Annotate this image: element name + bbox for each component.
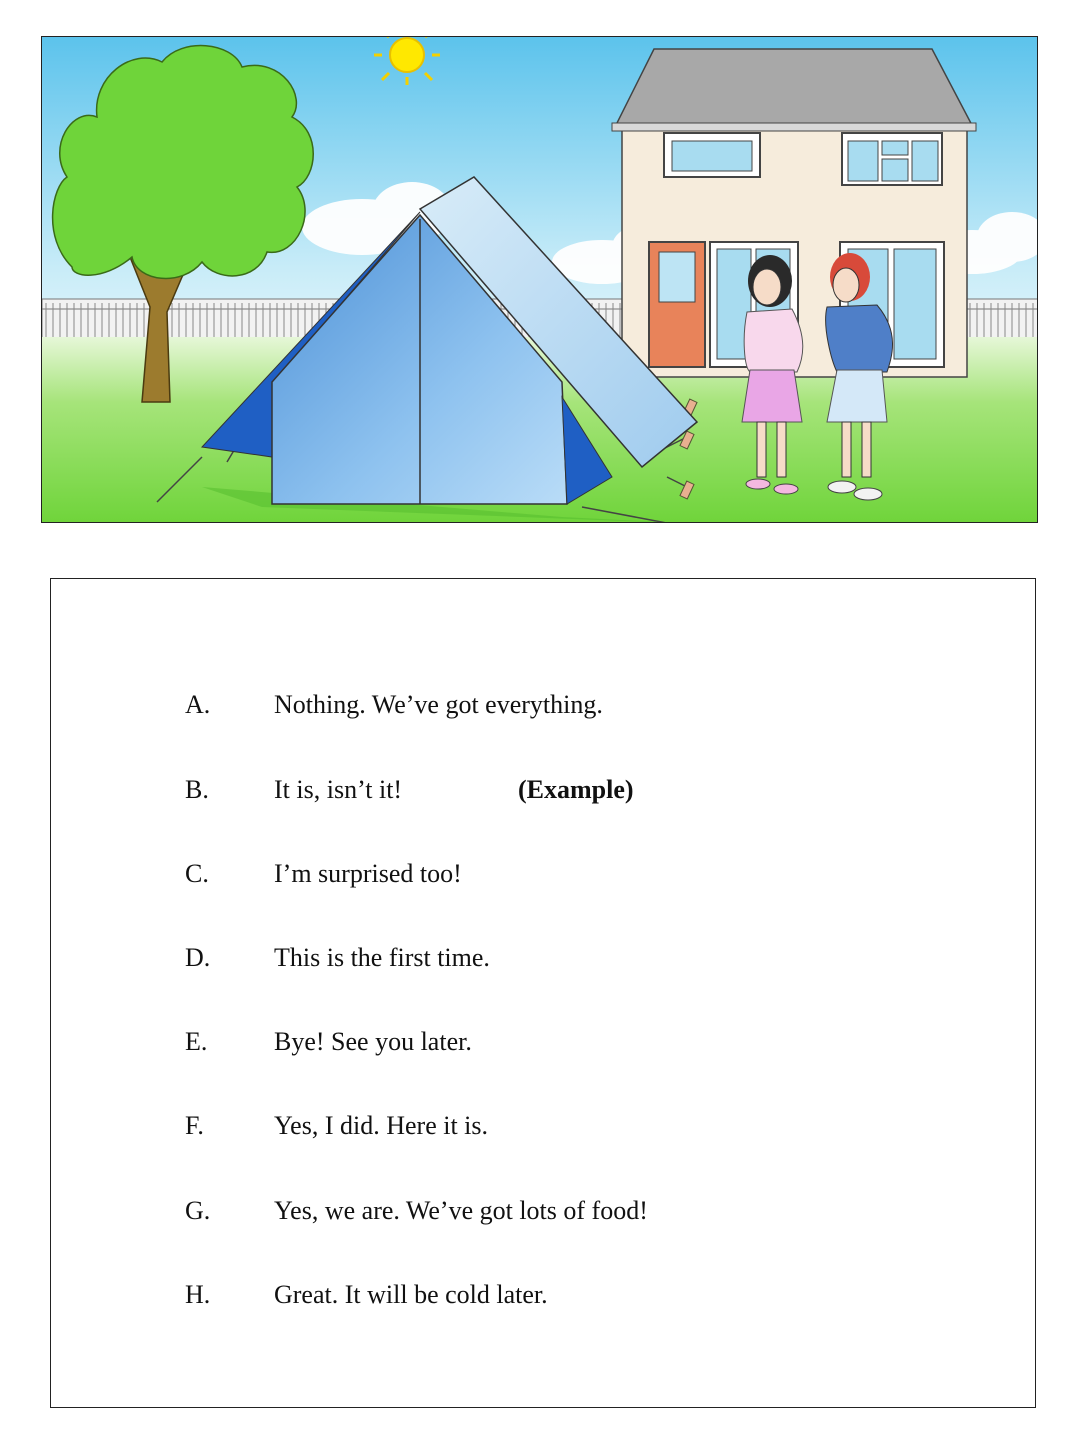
option-text: I’m surprised too! [274, 859, 462, 888]
option-text: Yes, I did. Here it is. [274, 1111, 489, 1140]
garden-scene-image [42, 37, 1038, 523]
example-label: (Example) [518, 775, 634, 804]
option-letter: E. [185, 1027, 208, 1056]
option-letter: G. [185, 1196, 211, 1225]
option-text: Nothing. We’ve got everything. [274, 690, 603, 719]
option-letter: B. [185, 775, 209, 804]
option-letter: C. [185, 859, 209, 888]
option-text: Yes, we are. We’ve got lots of food! [274, 1196, 648, 1225]
option-text: Bye! See you later. [274, 1027, 472, 1056]
option-letter: H. [185, 1280, 211, 1309]
option-letter: A. [185, 690, 211, 719]
option-letter: F. [185, 1111, 204, 1140]
option-text: It is, isn’t it! [274, 775, 403, 804]
answer-options-box [50, 578, 1036, 1408]
option-letter: D. [185, 943, 211, 972]
option-text: This is the first time. [274, 943, 490, 972]
camping-illustration [41, 36, 1038, 523]
option-text: Great. It will be cold later. [274, 1280, 548, 1309]
